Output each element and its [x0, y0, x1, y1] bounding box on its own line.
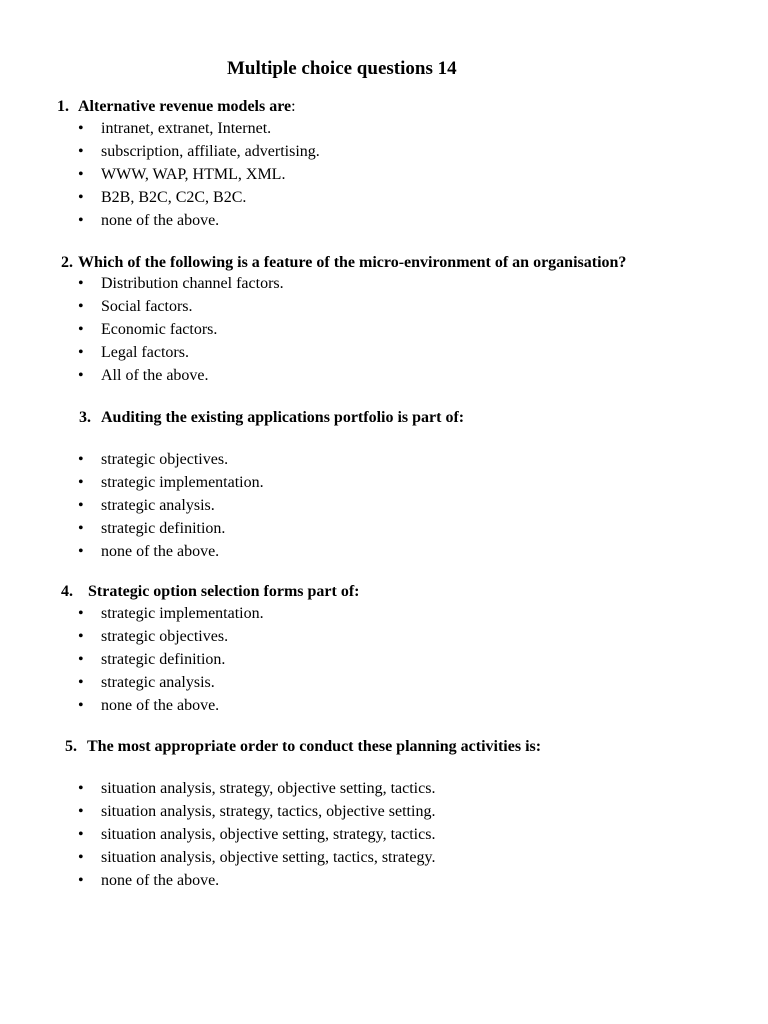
- option-item: • Distribution channel factors.: [78, 272, 284, 295]
- question-2-heading: [61, 254, 626, 272]
- question-text: Auditing the existing applications portfolio is part of:: [101, 409, 465, 426]
- question-2-options: [78, 272, 284, 387]
- question-5-options: [78, 777, 435, 892]
- option-item: • All of the above.: [78, 364, 284, 387]
- question-text: Strategic option selection forms part of:: [88, 583, 360, 600]
- question-3-heading: [79, 409, 464, 427]
- option-item: • strategic definition.: [78, 517, 264, 540]
- option-item: • Economic factors.: [78, 318, 284, 341]
- question-suffix: :: [291, 98, 296, 115]
- question-number: 5.: [65, 738, 77, 755]
- option-item: • strategic implementation.: [78, 471, 264, 494]
- option-item: • strategic definition.: [78, 648, 264, 671]
- option-item: • situation analysis, strategy, objective setting, tactics.: [78, 777, 435, 800]
- option-item: • none of the above.: [78, 869, 435, 892]
- option-item: • situation analysis, objective setting, tactics, strategy.: [78, 846, 435, 869]
- question-3-options: [78, 448, 264, 563]
- option-item: • strategic analysis.: [78, 494, 264, 517]
- option-item: • situation analysis, strategy, tactics, objective setting.: [78, 800, 435, 823]
- question-number: 1.: [57, 98, 69, 115]
- question-4-options: [78, 602, 264, 717]
- question-4-heading: [61, 583, 360, 601]
- option-item: • WWW, WAP, HTML, XML.: [78, 163, 320, 186]
- question-number: 3.: [79, 409, 91, 426]
- option-item: • none of the above.: [78, 209, 320, 232]
- question-1-heading: [57, 98, 296, 116]
- option-item: • none of the above.: [78, 694, 264, 717]
- option-item: • intranet, extranet, Internet.: [78, 117, 320, 140]
- question-1-options: [78, 117, 320, 232]
- question-number: 4.: [61, 583, 73, 600]
- question-text: Alternative revenue models are: [78, 98, 292, 115]
- question-text: The most appropriate order to conduct these planning activities is:: [87, 738, 542, 755]
- page-title: Multiple choice questions 14: [227, 58, 457, 79]
- option-item: • situation analysis, objective setting, strategy, tactics.: [78, 823, 435, 846]
- question-number: 2.: [61, 254, 73, 271]
- option-item: • strategic objectives.: [78, 625, 264, 648]
- option-item: • strategic analysis.: [78, 671, 264, 694]
- option-item: • Social factors.: [78, 295, 284, 318]
- question-text: Which of the following is a feature of the micro-environment of an organisation?: [78, 254, 627, 271]
- option-item: • subscription, affiliate, advertising.: [78, 140, 320, 163]
- option-item: • strategic implementation.: [78, 602, 264, 625]
- option-item: • B2B, B2C, C2C, B2C.: [78, 186, 320, 209]
- option-item: • strategic objectives.: [78, 448, 264, 471]
- option-item: • Legal factors.: [78, 341, 284, 364]
- question-5-heading: [65, 738, 541, 756]
- option-item: • none of the above.: [78, 540, 264, 563]
